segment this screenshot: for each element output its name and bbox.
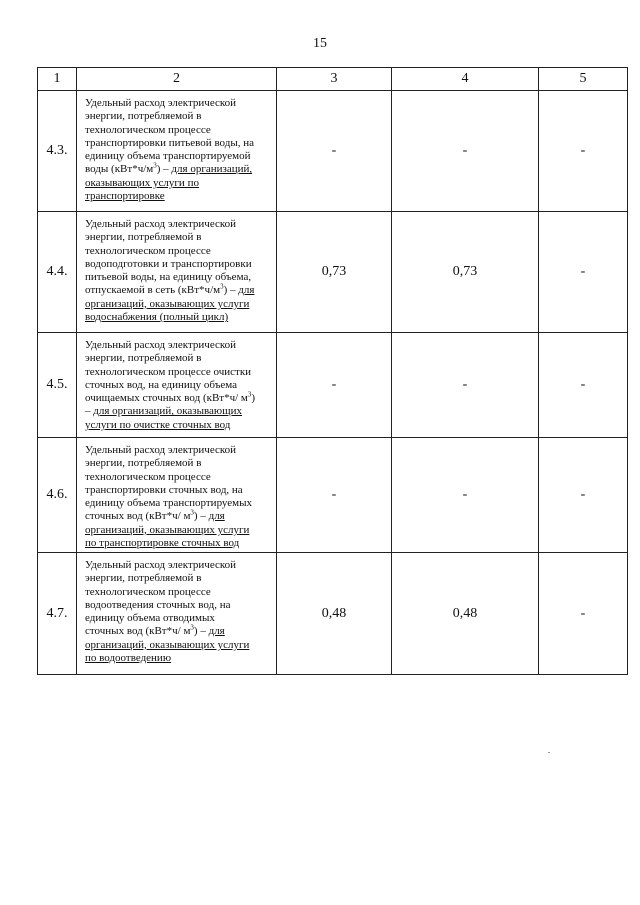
header-cell: 1 xyxy=(38,68,77,91)
applicability-text: для xyxy=(208,510,225,523)
description-line: единицу объема отводимых xyxy=(85,612,215,625)
indicators-table xyxy=(37,67,628,675)
applicability-text: для организаций, оказывающих xyxy=(93,405,243,418)
value-cell-c5: - xyxy=(539,553,628,675)
unit-superscript: 3 xyxy=(247,390,252,399)
unit-superscript: 3 xyxy=(190,623,194,632)
applicability-text: транспортировке xyxy=(85,190,165,203)
applicability-text: услуги по очистке сточных вод xyxy=(85,418,231,431)
unit-text: воды (кВт*ч/м xyxy=(85,163,154,176)
description-line: транспортировки сточных вод, на xyxy=(85,483,243,496)
applicability-text: организаций, оказывающих услуги xyxy=(85,523,250,536)
row-number: 4.7. xyxy=(38,553,77,675)
description-line: технологическом процессе xyxy=(85,470,211,483)
table-row xyxy=(38,333,628,438)
description-line: водоотведения сточных вод, на xyxy=(85,598,231,611)
row-description xyxy=(77,438,277,553)
value-cell-c5: - xyxy=(539,438,628,553)
value-cell-c4: - xyxy=(392,91,539,212)
applicability-text: оказывающих услуги по xyxy=(85,176,199,189)
row-number: 4.6. xyxy=(38,438,77,553)
value-cell-c4: - xyxy=(392,333,539,438)
value-cell-c4: 0,73 xyxy=(392,212,539,333)
applicability-text: для организаций, xyxy=(171,163,253,176)
value-cell-c3: - xyxy=(277,91,392,212)
header-cell: 2 xyxy=(77,68,277,91)
description-line: энергии, потребляемой в xyxy=(85,457,202,470)
description-line: Удельный расход электрической xyxy=(85,97,237,109)
applicability-text: организаций, оказывающих услуги xyxy=(85,638,250,651)
applicability-text: организаций, оказывающих услуги xyxy=(85,297,250,310)
description-line: энергии, потребляемой в xyxy=(85,231,202,244)
description-line: единицу объема транспортируемых xyxy=(85,497,253,510)
header-cell: 3 xyxy=(277,68,392,91)
unit-text: сточных вод (кВт*ч/ м xyxy=(85,625,191,638)
unit-text: ) xyxy=(251,392,256,405)
unit-superscript: 3 xyxy=(190,508,194,517)
row-description xyxy=(77,91,277,212)
value-cell-c3: 0,48 xyxy=(277,553,392,675)
row-description xyxy=(77,333,277,438)
value-cell-c3: - xyxy=(277,438,392,553)
table-row xyxy=(38,553,628,675)
value-cell-c3: - xyxy=(277,333,392,438)
description-line: питьевой воды, на единицу объема, xyxy=(85,271,252,284)
dash-text: – xyxy=(85,405,94,418)
description-line: энергии, потребляемой в xyxy=(85,352,202,365)
row-description xyxy=(77,212,277,333)
applicability-text: для xyxy=(238,284,255,297)
page-number: 15 xyxy=(313,36,327,51)
row-number: 4.4. xyxy=(38,212,77,333)
applicability-text: по водоотведению xyxy=(85,652,172,665)
row-description xyxy=(77,553,277,675)
table-row xyxy=(38,212,628,333)
unit-text: ) – xyxy=(223,284,239,297)
description-line: водоподготовки и транспортировки xyxy=(85,257,252,270)
unit-superscript: 3 xyxy=(220,282,224,291)
unit-text: ) – xyxy=(156,163,172,176)
unit-text: ) – xyxy=(193,510,209,523)
description-line: технологическом процессе xyxy=(85,123,211,136)
description-line: Удельный расход электрической xyxy=(85,218,237,230)
description-line: Удельный расход электрической xyxy=(85,444,237,456)
applicability-text: для xyxy=(208,625,225,638)
value-cell-c5: - xyxy=(539,333,628,438)
unit-text: сточных вод (кВт*ч/ м xyxy=(85,510,191,523)
description-line: сточных вод, на единицу объема xyxy=(85,378,238,391)
scan-speck xyxy=(548,752,550,753)
unit-text: ) – xyxy=(193,625,209,638)
applicability-text: водоснабжения (полный цикл) xyxy=(85,311,229,324)
applicability-text: по транспортировке сточных вод xyxy=(85,537,240,550)
value-cell-c3: 0,73 xyxy=(277,212,392,333)
header-cell: 5 xyxy=(539,68,628,91)
table-header-row xyxy=(38,68,628,91)
description-line: энергии, потребляемой в xyxy=(85,572,202,585)
unit-superscript: 3 xyxy=(153,161,157,170)
header-cell: 4 xyxy=(392,68,539,91)
description-line: технологическом процессе xyxy=(85,244,211,257)
description-line: технологическом процессе очистки xyxy=(85,365,252,378)
value-cell-c5: - xyxy=(539,91,628,212)
description-line: Удельный расход электрической xyxy=(85,559,237,571)
unit-text: очищаемых сточных вод (кВт*ч/ м xyxy=(85,392,248,405)
table-row xyxy=(38,91,628,212)
description-line: единицу объема транспортируемой xyxy=(85,150,251,163)
row-number: 4.5. xyxy=(38,333,77,438)
description-line: технологическом процессе xyxy=(85,585,211,598)
unit-text: отпускаемой в сеть (кВт*ч/м xyxy=(85,284,221,297)
table-row xyxy=(38,438,628,553)
value-cell-c4: - xyxy=(392,438,539,553)
description-line: транспортировки питьевой воды, на xyxy=(85,136,254,149)
value-cell-c4: 0,48 xyxy=(392,553,539,675)
row-number: 4.3. xyxy=(38,91,77,212)
description-line: энергии, потребляемой в xyxy=(85,110,202,123)
description-line: Удельный расход электрической xyxy=(85,339,237,351)
value-cell-c5: - xyxy=(539,212,628,333)
